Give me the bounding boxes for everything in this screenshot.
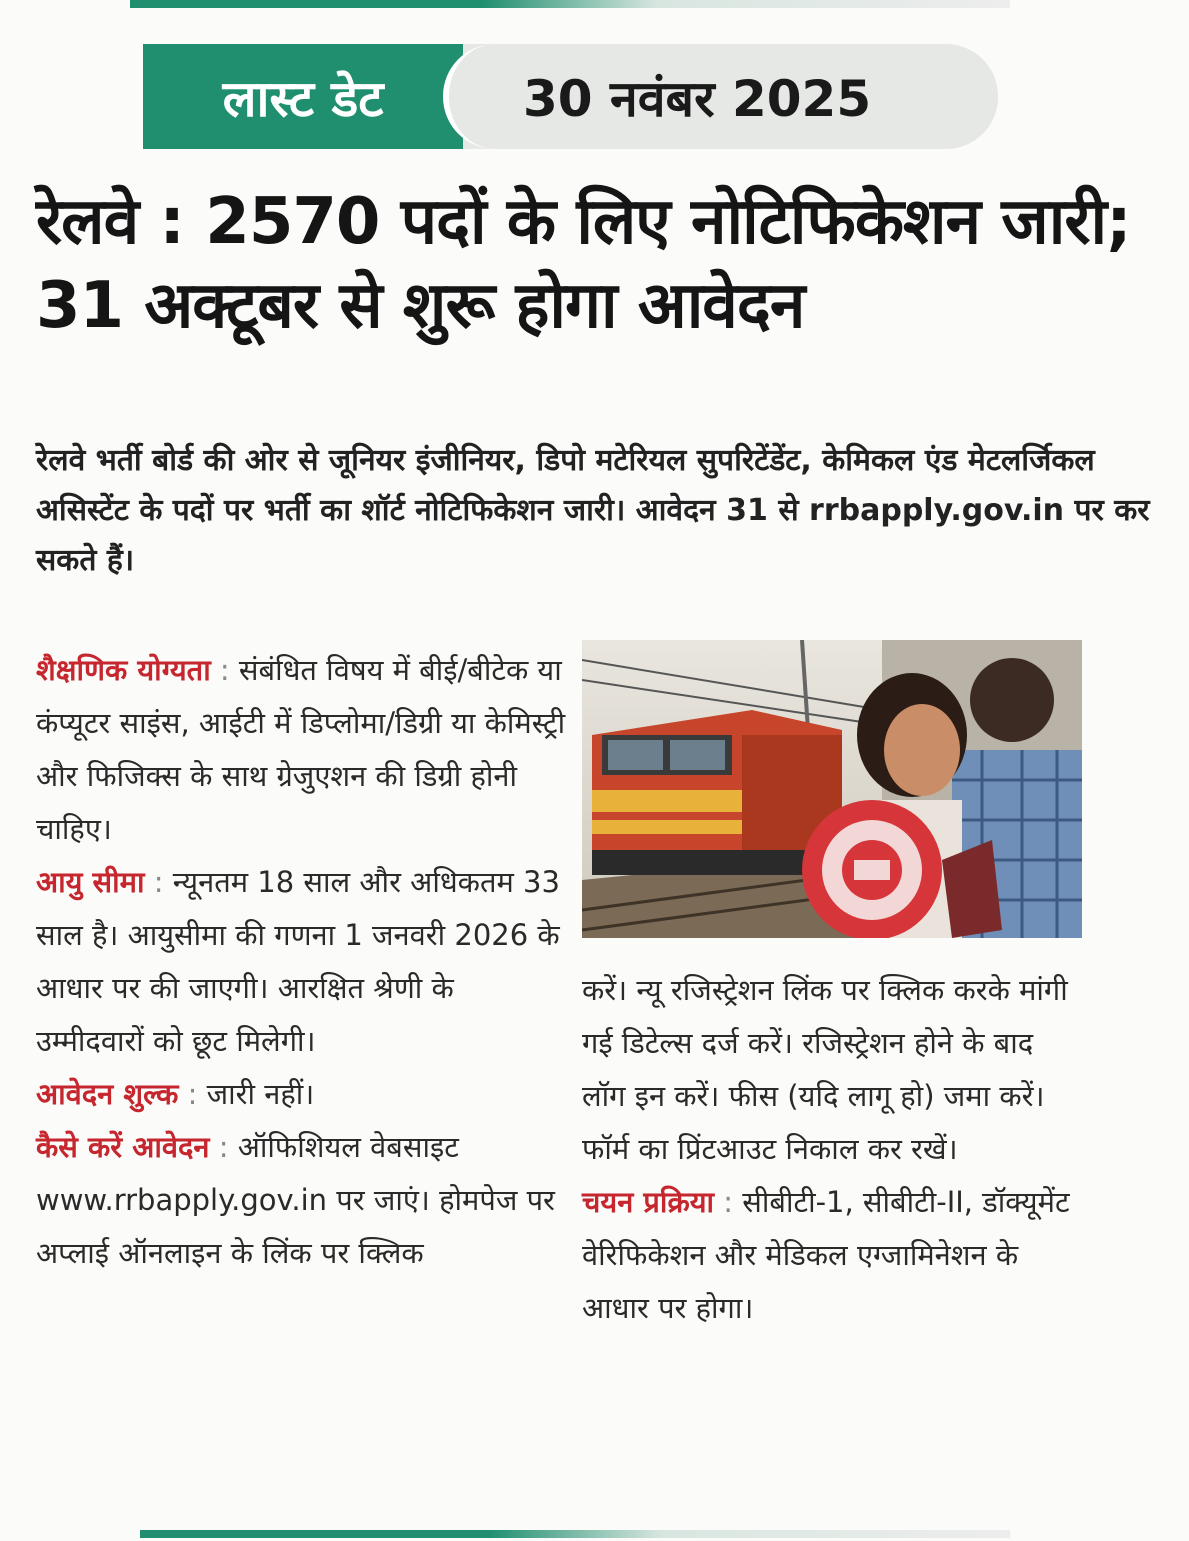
right-column [582,964,1082,1335]
how-to-apply-section [36,1121,566,1280]
how-to-apply-text-right: करें। न्यू रजिस्ट्रेशन लिंक पर क्लिक करके मांगी गई डिटेल्स दर्ज करें। रजिस्ट्रेशन होने के बाद लॉग इन करें। फीस (यदि लागू हो) जमा करें। फॉर्म का प्रिंटआउट निकाल कर रखें। [582,973,1068,1166]
selection-text: सीबीटी-1, सीबीटी-II, डॉक्यूमेंट वेरिफिकेशन और मेडिकल एग्जामिनेशन के आधार पर होगा। [582,1185,1070,1325]
photo-illustration [582,640,1082,938]
age-key: आयु सीमा [36,865,145,899]
qualification-text: संबंधित विषय में बीई/बीटेक या कंप्यूटर साइंस, आईटी में डिप्लोमा/डिग्री या केमिस्ट्री और फिजिक्स के साथ ग्रेजुएशन की डिग्री होनी चाहिए। [36,653,566,846]
age-text: न्यूनतम 18 साल और अधिकतम 33 साल है। आयुसीमा की गणना 1 जनवरी 2026 के आधार पर की जाएगी। आरक्षित श्रेणी के उम्मीदवारों को छूट मिलेगी। [36,865,560,1058]
separator: : [153,865,164,899]
last-date-label: लास्ट डेट [143,44,463,149]
how-to-apply-continued [582,964,1082,1176]
how-to-apply-text-left: ऑफिशियल वेबसाइट www.rrbapply.gov.in पर जाएं। होमपेज पर अप्लाई ऑनलाइन के लिंक पर क्लिक [36,1130,555,1270]
separator: : [218,1130,229,1164]
separator: : [723,1185,734,1219]
fee-key: आवेदन शुल्क [36,1077,179,1111]
qualification-key: शैक्षणिक योग्यता [36,653,211,687]
last-date-value: 30 नवंबर 2025 [523,69,872,128]
qualification-section [36,644,566,856]
last-date-banner [143,44,998,149]
selection-section [582,1176,1082,1335]
bottom-rule [140,1530,1010,1538]
lead-paragraph: रेलवे भर्ती बोर्ड की ओर से जूनियर इंजीनियर, डिपो मटेरियल सुपरिटेंडेंट, केमिकल एंड मेटलर्जिकल असिस्टेंट के पदों पर भर्ती का शॉर्ट नोटिफिकेशन जारी। आवेदन 31 से rrbapply.gov.in पर कर सकते हैं। [36,443,1150,578]
top-rule [130,0,1010,8]
age-section [36,856,566,1068]
how-to-apply-key: कैसे करें आवेदन [36,1130,210,1164]
left-column [36,644,566,1280]
fee-section [36,1068,566,1121]
headline: रेलवे : 2570 पदों के लिए नोटिफिकेशन जारी; 31 अक्टूबर से शुरू होगा आवेदन [36,185,1131,343]
train-student-photo [582,640,1082,938]
separator: : [219,653,230,687]
separator: : [187,1077,198,1111]
selection-key: चयन प्रक्रिया [582,1185,715,1219]
fee-text: जारी नहीं। [206,1077,315,1111]
